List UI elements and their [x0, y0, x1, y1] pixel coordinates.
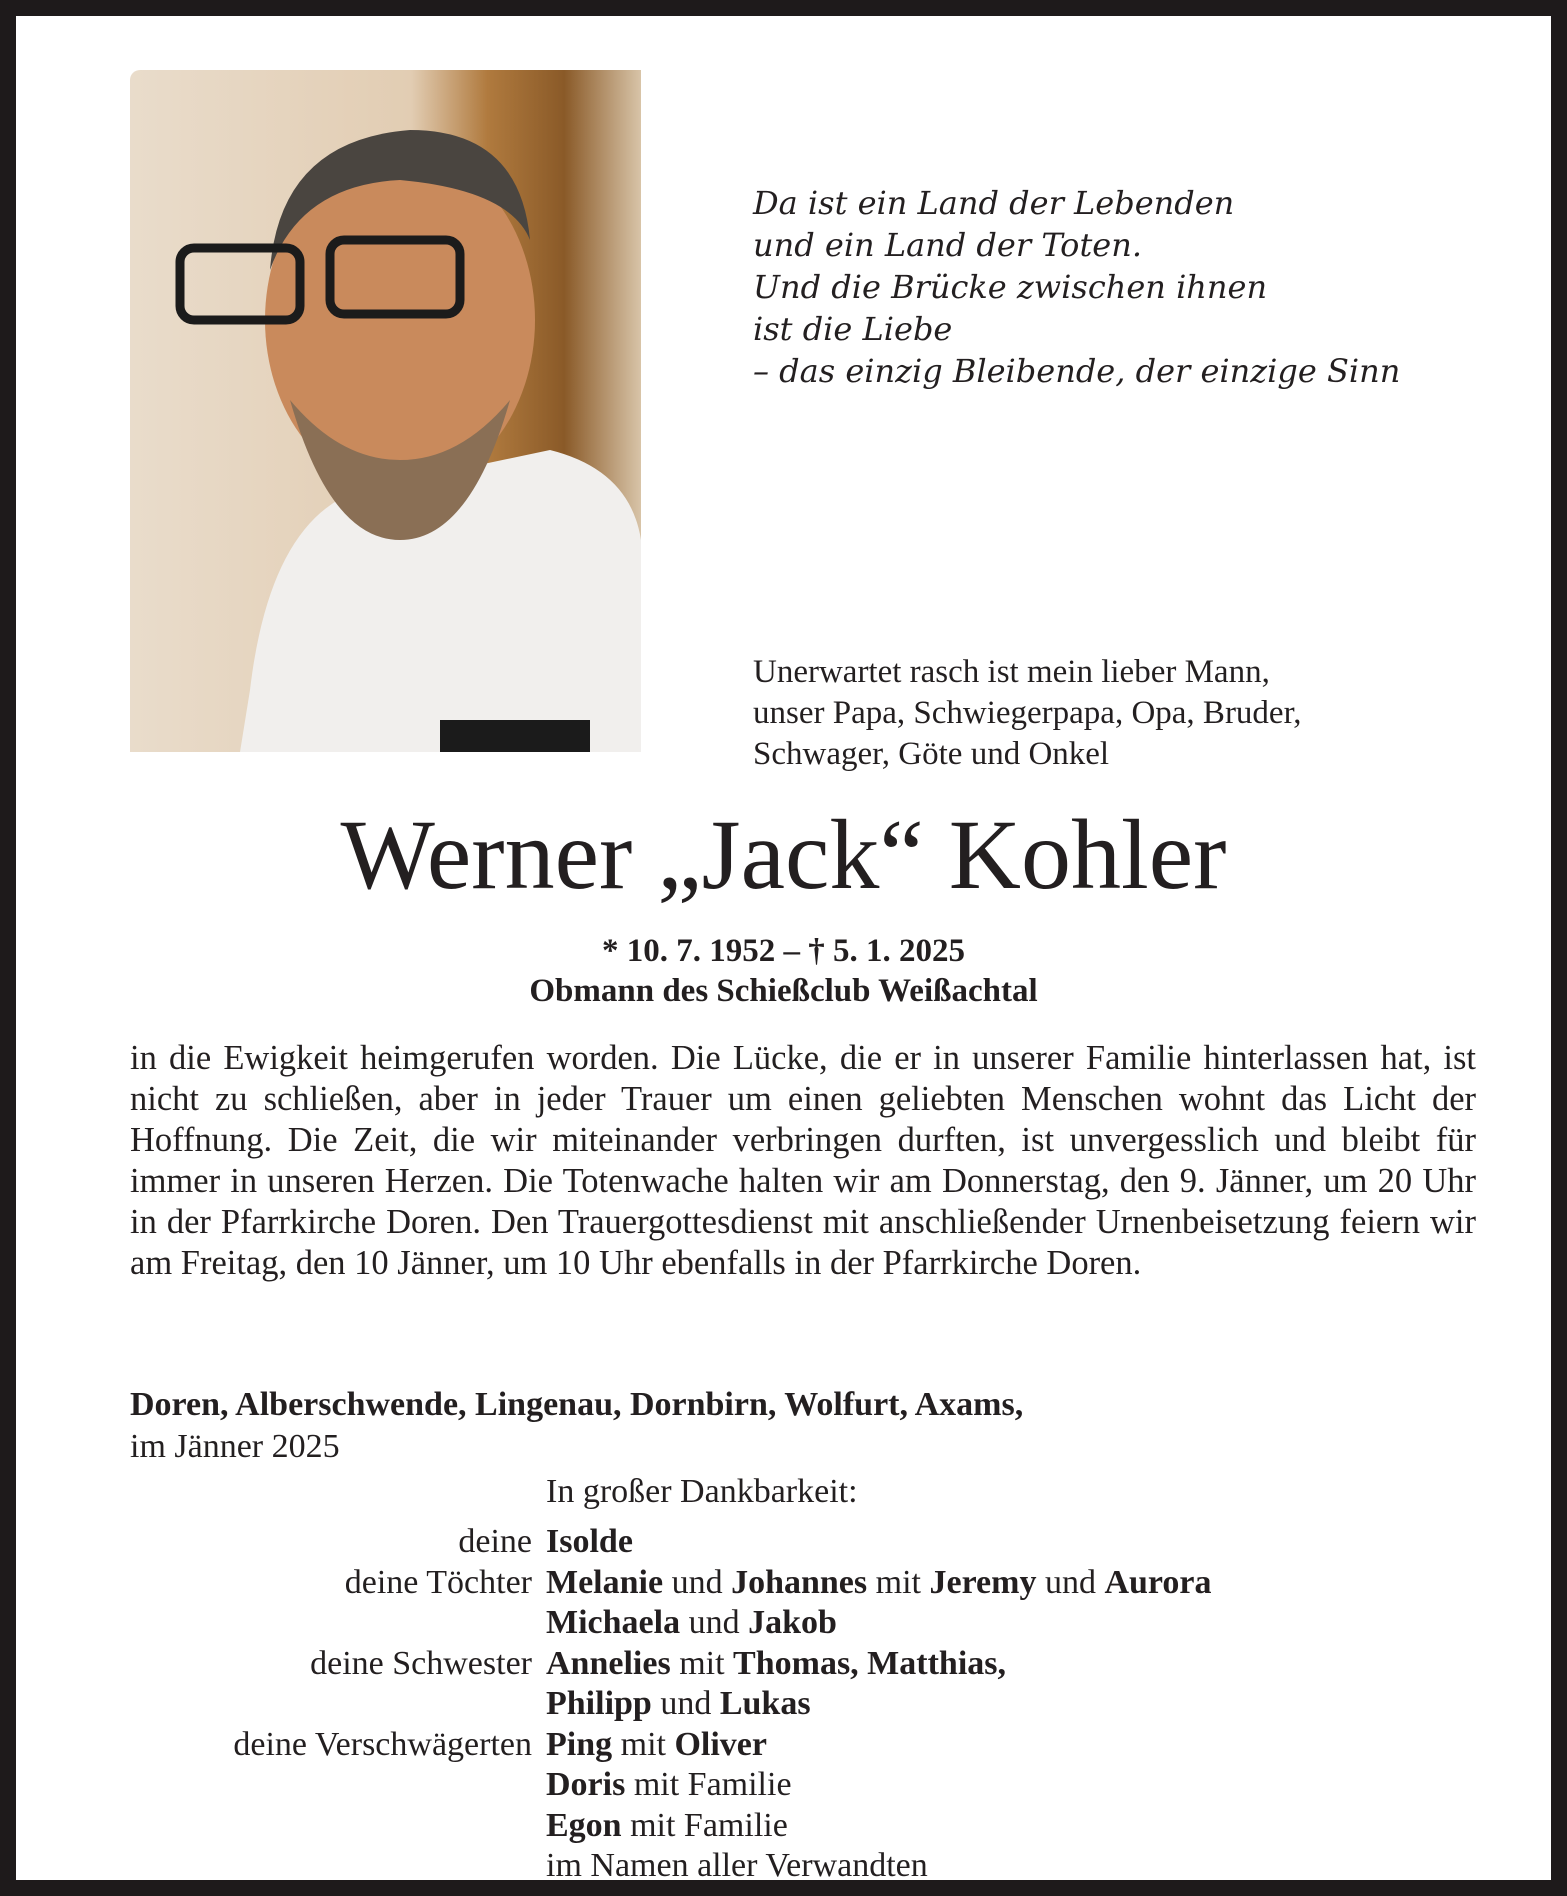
family-row — [16, 1603, 1212, 1644]
relation-label: deine — [458, 1523, 532, 1560]
body-text: in die Ewigkeit heimgerufen worden. Die Lücke, die er in unserer Familie hinterlassen hat, ist nicht zu schließen, aber in jeder Trauer um einen geliebten Menschen wohnt das Licht der Hoffnung. Die Zeit, die wir miteinander verbringen durften, ist unvergesslich und bleibt für immer in unseren Herzen. Die Totenwache halten wir am Donnerstag, den 9. Jänner, um 20 Uhr in der Pfarrkirche Doren. Den Trauergottesdienst mit anschließender Urnenbeisetzung feiern wir am Freitag, den 10 Jänner, um 10 Uhr ebenfalls in der Pfarrkirche Doren. — [130, 1039, 1476, 1282]
family-names — [546, 1846, 928, 1887]
family-names — [546, 1765, 792, 1806]
family-row — [16, 1806, 1212, 1847]
connector-text: mit Familie — [625, 1766, 792, 1803]
family-names — [546, 1644, 1006, 1685]
connector-text: und — [680, 1604, 749, 1641]
family-row — [16, 1765, 1212, 1806]
role-title: Obmann des Schießclub Weißachtal — [529, 973, 1038, 1009]
family-row — [16, 1522, 1212, 1563]
relation-label — [16, 1806, 546, 1847]
family-names — [546, 1806, 788, 1847]
life-dates: * 10. 7. 1952 – † 5. 1. 2025 — [602, 933, 965, 969]
intro-line: Unerwartet rasch ist mein lieber Mann, — [753, 654, 1270, 690]
person-name: Ping — [546, 1725, 613, 1763]
family-list — [16, 1522, 1212, 1887]
family-names — [546, 1603, 837, 1644]
connector-text: mit — [612, 1725, 675, 1763]
person-name: Isolde — [546, 1523, 633, 1560]
family-row — [16, 1563, 1212, 1604]
person-name: Michaela — [546, 1604, 681, 1641]
quote-line: Da ist ein Land der Lebenden — [753, 184, 1235, 222]
obituary-page — [16, 16, 1551, 1884]
intro-text — [753, 652, 1302, 775]
date-line: im Jänner 2025 — [130, 1428, 340, 1465]
quote-line: und ein Land der Toten. — [753, 226, 1143, 264]
places: Doren, Alberschwende, Lingenau, Dornbirn, Wolfurt, Axams, — [130, 1386, 1024, 1423]
person-name: Johannes — [731, 1563, 868, 1601]
connector-text: und — [1036, 1563, 1105, 1601]
intro-line: Schwager, Göte und Onkel — [753, 736, 1110, 772]
intro-line: unser Papa, Schwiegerpapa, Opa, Bruder, — [753, 695, 1302, 731]
connector-text: mit — [867, 1563, 930, 1601]
relation-label — [16, 1765, 546, 1806]
family-names — [546, 1725, 767, 1766]
relation-label — [16, 1846, 546, 1887]
family-row — [16, 1725, 1212, 1766]
thanks-heading: In großer Dankbarkeit: — [546, 1473, 858, 1510]
connector-text: mit Familie — [621, 1806, 788, 1844]
person-name: Aurora — [1104, 1563, 1212, 1601]
relation-label: deine Schwester — [310, 1644, 532, 1682]
person-name: Doris — [546, 1766, 626, 1803]
quote-line: Und die Brücke zwischen ihnen — [753, 268, 1268, 306]
family-row — [16, 1846, 1212, 1887]
person-name: Jakob — [748, 1604, 837, 1641]
person-name: Philipp — [546, 1685, 652, 1722]
connector-text: und — [651, 1685, 720, 1722]
person-name: Lukas — [719, 1685, 811, 1722]
person-name: Thomas, Matthias, — [733, 1644, 1006, 1682]
connector-text: im Namen aller Verwandten — [546, 1847, 928, 1884]
connector-text: mit — [670, 1644, 734, 1682]
quote-line: – das einzig Bleibende, der einzige Sinn — [753, 352, 1401, 390]
person-name: Annelies — [546, 1644, 671, 1682]
connector-text: und — [663, 1563, 732, 1601]
person-name: Egon — [546, 1806, 622, 1844]
person-name: Melanie — [546, 1563, 664, 1601]
family-names — [546, 1563, 1212, 1604]
relation-label — [16, 1603, 546, 1644]
family-row — [16, 1644, 1212, 1685]
relation-label: deine Verschwägerten — [233, 1725, 532, 1763]
relation-label — [16, 1684, 546, 1725]
family-names — [546, 1684, 811, 1725]
family-names — [546, 1522, 633, 1563]
deceased-name: Werner „Jack“ Kohler — [340, 799, 1227, 910]
person-name: Jeremy — [929, 1563, 1037, 1601]
portrait-photo — [130, 70, 641, 752]
quote — [753, 182, 1400, 392]
quote-line: ist die Liebe — [753, 310, 953, 348]
person-name: Oliver — [674, 1725, 767, 1763]
family-row — [16, 1684, 1212, 1725]
relation-label: deine Töchter — [344, 1563, 532, 1601]
